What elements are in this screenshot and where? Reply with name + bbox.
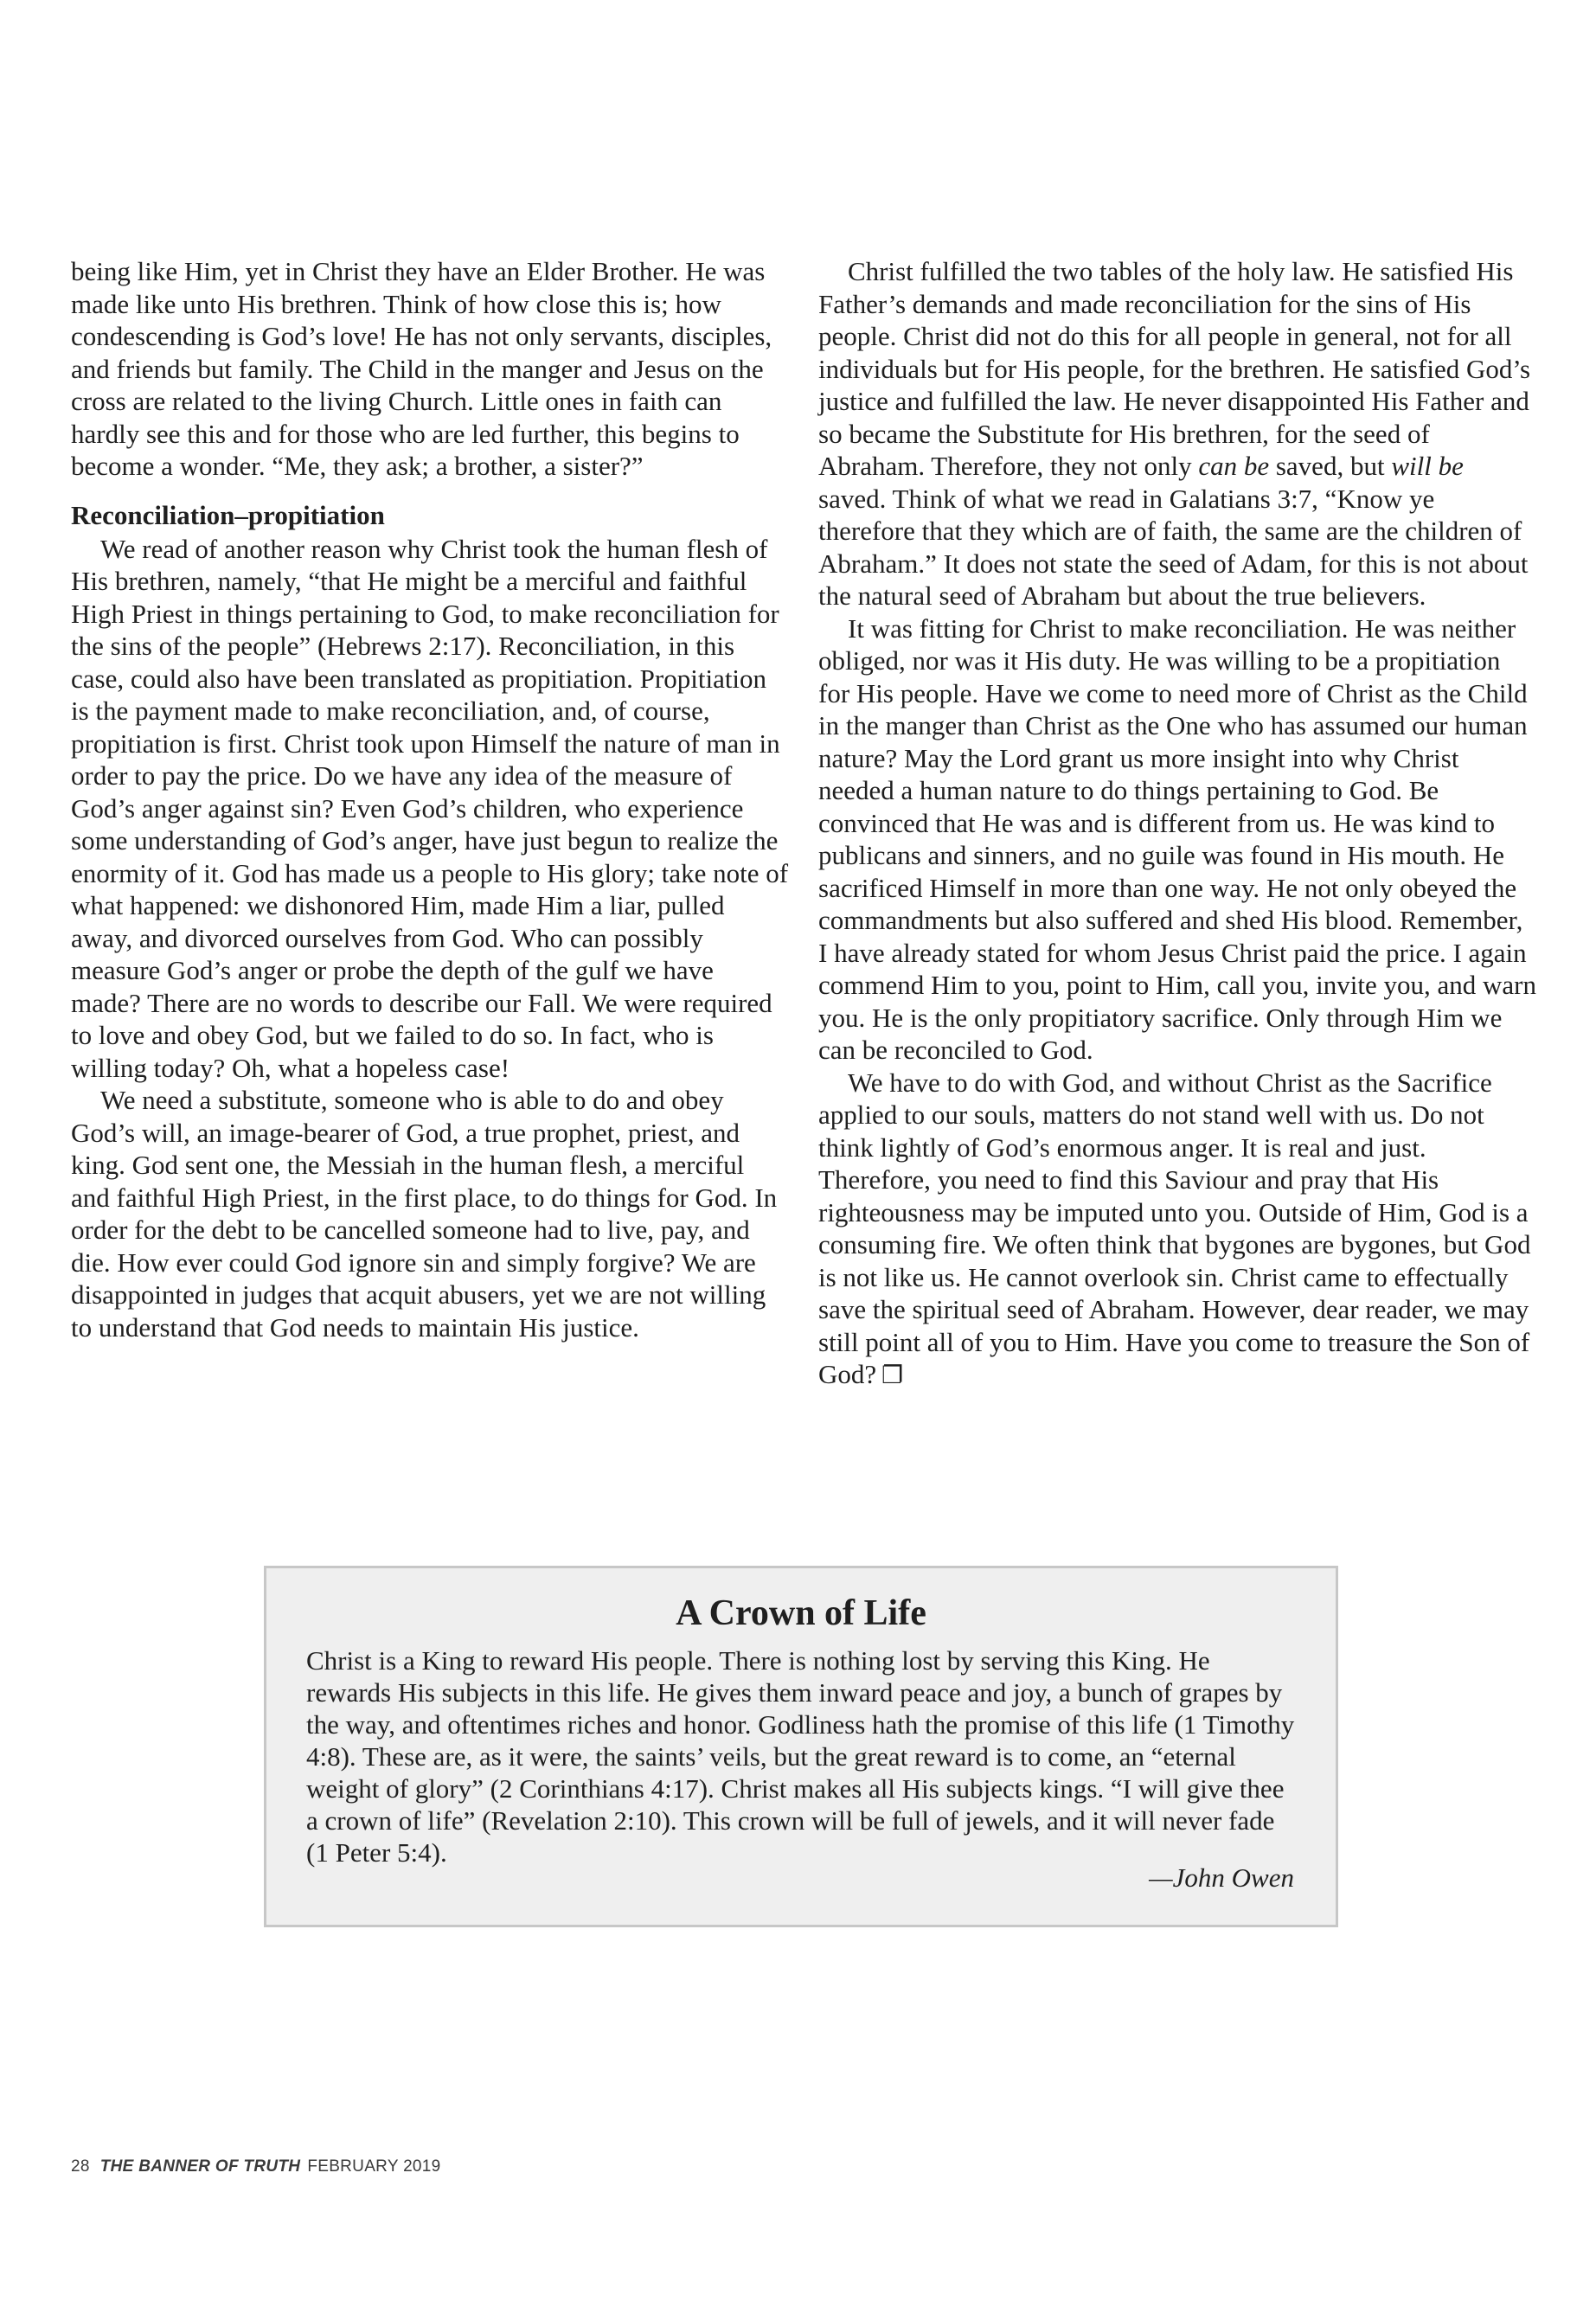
right-paragraph-1-part-b: saved, but <box>1269 451 1392 481</box>
page-number: 28 <box>71 2157 90 2176</box>
right-column <box>818 255 1536 1392</box>
emphasis-will-be: will be <box>1391 451 1464 481</box>
right-paragraph-3 <box>818 1067 1536 1392</box>
sidebar-attribution: —John Owen <box>1149 1862 1294 1893</box>
emphasis-can-be: can be <box>1198 451 1270 481</box>
sidebar-title: A Crown of Life <box>676 1593 926 1633</box>
right-paragraph-1-part-a: Christ fulfilled the two tables of the holy law. He satisfied His Father’s demands and made reconciliation for the sins of His people. Christ did not do this for all people in general, not for all individuals but for His people, for the brethren. He satisfied God’s justice and fulfilled the law. He never disappointed His Father and so became the Substitute for His brethren, for the seed of Abraham. Therefore, they not only <box>818 256 1531 481</box>
right-paragraph-1 <box>818 255 1536 612</box>
section-heading: Reconciliation–propitiation <box>71 499 385 530</box>
right-paragraph-1-part-c: saved. Think of what we read in Galatians 3:7, “Know ye therefore that they which are of faith, the same are the children of Abraham.” It does not state the seed of Adam, for this is not about the natural seed of Abraham but about the true believers. <box>818 483 1529 611</box>
left-column <box>71 255 789 1343</box>
page-footer <box>71 2157 441 2176</box>
right-paragraph-2: It was fitting for Christ to make reconciliation. He was neither obliged, nor was it His duty. He was willing to be a propitiation for His people. Have we come to need more of Christ as the Child in the manger than Christ as the One who has assumed our human nature? May the Lord grant us more insight into why Christ needed a human nature to do things pertaining to God. Be convinced that He was and is different from us. He was kind to publicans and sinners, and no guile was found in His mouth. He sacrificed Himself in more than one way. He not only obeyed the commandments but also suffered and shed His blood. Remember, I have already stated for whom Jesus Christ paid the price. I again commend Him to you, point to Him, call you, invite you, and warn you. He is the only propitiatory sacrifice. Only through Him we can be reconciled to God. <box>818 612 1536 1065</box>
left-paragraph-1: being like Him, yet in Christ they have an Elder Brother. He was made like unto His brethren. Think of how close this is; how condescending is God’s love! He has not only servants, disciples, and friends but family. The Child in the manger and Jesus on the cross are related to the living Church. Little ones in faith can hardly see this and for those who are led further, this begins to become a wonder. “Me, they ask; a brother, a sister?” <box>71 256 772 481</box>
publication-name: THE BANNER OF TRUTH <box>99 2157 301 2176</box>
left-paragraph-3: We need a substitute, someone who is able to do and obey God’s will, an image-bearer of God, a true prophet, priest, and king. God sent one, the Messiah in the human flesh, a merciful and faithful High Priest, in the first place, to do things for God. In order for the debt to be cancelled someone had to live, pay, and die. How ever could God ignore sin and simply forgive? We are disappointed in judges that acquit abusers, yet we are not willing to understand that God needs to maintain His justice. <box>71 1085 778 1343</box>
end-of-article-icon: ❐ <box>881 1361 904 1389</box>
issue-date: FEBRUARY 2019 <box>307 2157 441 2176</box>
right-paragraph-3-text: We have to do with God, and without Christ as the Sacrifice applied to our souls, matters do not stand well with us. Do not think lightly of God’s enormous anger. It is real and just. Therefore, you need to find this Saviour and pray that His righteousness may be imputed unto you. Outside of Him, God is a consuming fire. We often think that bygones are bygones, but God is not like us. He cannot overlook sin. Christ came to effectually save the spiritual seed of Abraham. However, dear reader, we may still point all of you to Him. Have you come to treasure the Son of God? <box>818 1067 1531 1389</box>
sidebar-box <box>264 1566 1338 1927</box>
left-paragraph-2: We read of another reason why Christ took the human flesh of His brethren, namely, “that He might be a merciful and faithful High Priest in things pertaining to God, to make reconciliation for the sins of the people” (Hebrews 2:17). Reconciliation, in this case, could also have been translated as propitiation. Propitiation is the payment made to make reconciliation, and, of course, propitiation is first. Christ took upon Himself the nature of man in order to pay the price. Do we have any idea of the measure of God’s anger against sin? Even God’s children, who experience some understanding of God’s anger, have just begun to realize the enormity of it. God has made us a people to His glory; take note of what happened: we dishonored Him, made Him a liar, pulled away, and divorced ourselves from God. Who can possibly measure God’s anger or probe the depth of the gulf we have made? There are no words to describe our Fall. We were required to love and obey God, but we failed to do so. In fact, who is willing today? Oh, what a hopeless case! <box>71 533 789 1083</box>
sidebar-body: Christ is a King to reward His people. There is nothing lost by serving this King. He rewards His subjects in this life. He gives them inward peace and joy, a bunch of grapes by the way, and oftentimes riches and honor. Godliness hath the promise of this life (1 Timothy 4:8). These are, as it were, the saints’ veils, but the great reward is to come, an “eternal weight of glory” (2 Corinthians 4:17). Christ makes all His subjects kings. “I will give thee a crown of life” (Revelation 2:10). This crown will be full of jewels, and it will never fade (1 Peter 5:4). <box>306 1645 1295 1868</box>
